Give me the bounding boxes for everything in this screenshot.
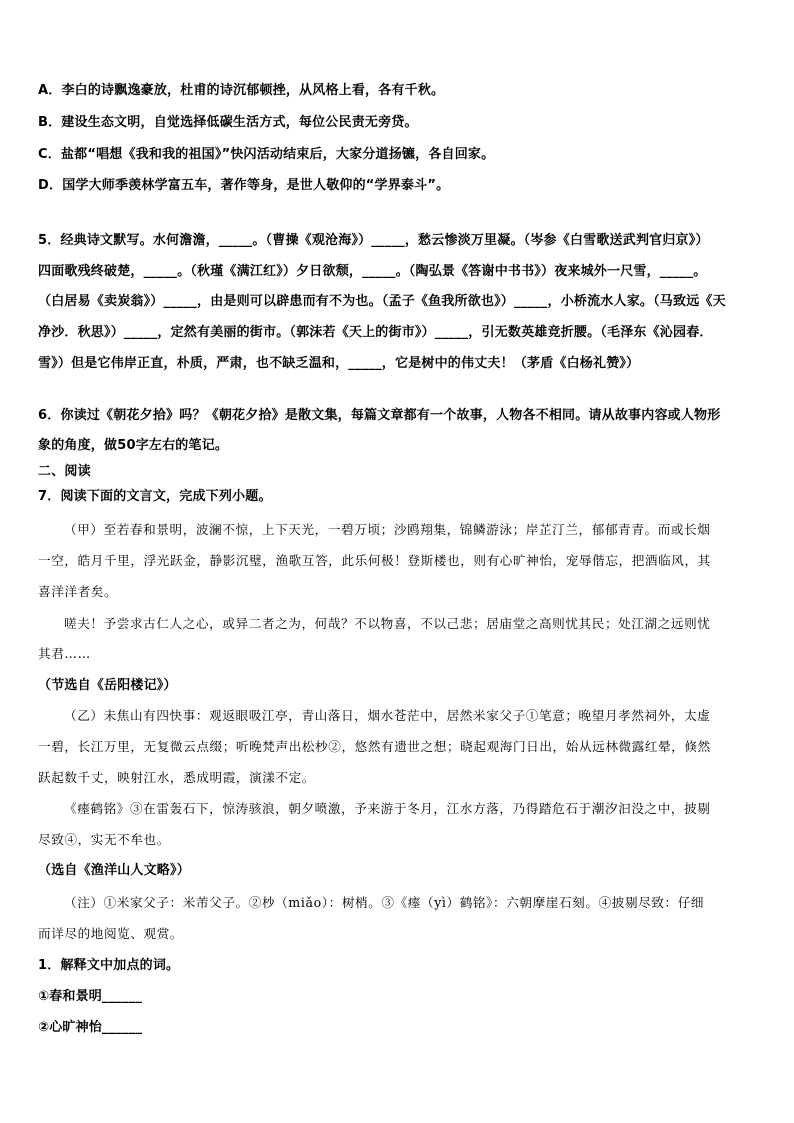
passage-jia-line-2: 一空，皓月千里，浮光跃金，静影沉璧，渔歌互答，此乐何极！登斯楼也，则有心旷神怡，宠辱偕忘，把酒临风，其 xyxy=(38,553,711,568)
passage-yi-line-1: （乙）未焦山有四快事：观返眼吸江亭，青山落日，烟水苍茫中，居然米家父子①笔意；晚望月孝然祠外，太虚 xyxy=(64,708,711,723)
answer-blank-2: ②心旷神怡______ xyxy=(38,1020,143,1035)
question-7-intro: 7．阅读下面的文言文，完成下列小题。 xyxy=(38,489,272,504)
option-b: B．建设生态文明，自觉选择低碳生活方式，每位公民责无旁贷。 xyxy=(38,115,418,130)
question-5-line-3: （白居易《卖炭翁》）_____，由是则可以辟患而有不为也。（孟子《鱼我所欲也》）_____，小桥流水人家。（马致远《天 xyxy=(38,294,726,309)
question-5-line-2: 四面歌残终破楚，_____。（秋瑾《满江红》）夕日欲颓，_____。（陶弘景《答谢中书书》）夜来城外一尺雪，_____。 xyxy=(38,264,707,279)
passage-yi-line-2: 一碧，长江万里，无复微云点缀；听晚梵声出松杪②，悠然有遗世之想；晓起观海门日出，始从远林微露红晕，倏然 xyxy=(38,739,711,754)
annotation-line-2: 而详尽的地阅览、观赏。 xyxy=(38,926,184,941)
passage-jia-line-4: 嗟夫！予尝求古仁人之心，或异二者之为，何哉？不以物喜，不以己悲；居庙堂之高则忧其民；处江湖之远则忧 xyxy=(64,616,711,631)
passage-jia-line-1: （甲）至若春和景明，波澜不惊，上下天光，一碧万顷；沙鸥翔集，锦鳞游泳；岸芷汀兰，郁郁青青。而或长烟 xyxy=(64,522,711,537)
question-5-line-1: 5．经典诗文默写。水何澹澹，_____。（曹操《观沧海》）_____，愁云惨淡万里凝。（岑参《白雪歌送武判官归京》） xyxy=(38,233,709,248)
passage-jia-line-5: 其君…… xyxy=(38,646,91,661)
option-d: D．国学大师季羡林学富五车，著作等身，是世人敬仰的“学界泰斗”。 xyxy=(38,178,450,193)
question-6-line-1: 6．你读过《朝花夕拾》吗？《朝花夕拾》是散文集，每篇文章都有一个故事，人物各不相同。请从故事内容或人物形 xyxy=(38,408,721,423)
annotation-line-1: （注）①米家父子：米芾父子。②杪（miǎo）：树梢。③《瘗（yì）鹤铭》：六朝摩崖石刻。④披剔尽致：仔细 xyxy=(64,895,705,910)
passage-yi-line-5: 尽致④，实无不牟也。 xyxy=(38,832,170,847)
answer-blank-1: ①春和景明______ xyxy=(38,989,143,1004)
passage-jia-line-3: 喜洋洋者矣。 xyxy=(38,584,118,599)
passage-jia-source: （节选自《岳阳楼记》） xyxy=(38,678,177,693)
option-c: C．盐都“唱想《我和我的祖国》”快闪活动结束后，大家分道扬镳，各自回家。 xyxy=(38,147,495,162)
option-a: A．李白的诗飘逸豪放，杜甫的诗沉郁顿挫，从风格上看，各有千秋。 xyxy=(38,83,445,98)
question-5-line-4: 净沙．秋思》）_____，定然有美丽的街市。（郭沫若《天上的街市》）_____，引无数英雄竞折腰。（毛泽东《沁园春． xyxy=(38,325,713,340)
passage-yi-line-4: 《瘗鹤铭》③在雷轰石下，惊涛骇浪，朝夕喷激，予来游于冬月，江水方落，乃得踏危石于潮汐汩没之中，披剔 xyxy=(64,801,711,816)
passage-yi-line-3: 跃起数千丈，映射江水，悉成明霞，演漾不定。 xyxy=(38,770,316,785)
question-6-line-2: 象的角度，做50字左右的笔记。 xyxy=(38,438,229,453)
question-5-line-5: 雪》）但是它伟岸正直，朴质，严肃，也不缺乏温和，_____，它是树中的伟丈夫！（茅盾《白杨礼赞》） xyxy=(38,356,640,371)
passage-yi-source: （选自《渔洋山人文略》） xyxy=(38,863,190,878)
sub-question-1: 1．解释文中加点的词。 xyxy=(38,958,180,973)
section-heading-reading: 二、阅读 xyxy=(38,464,91,479)
